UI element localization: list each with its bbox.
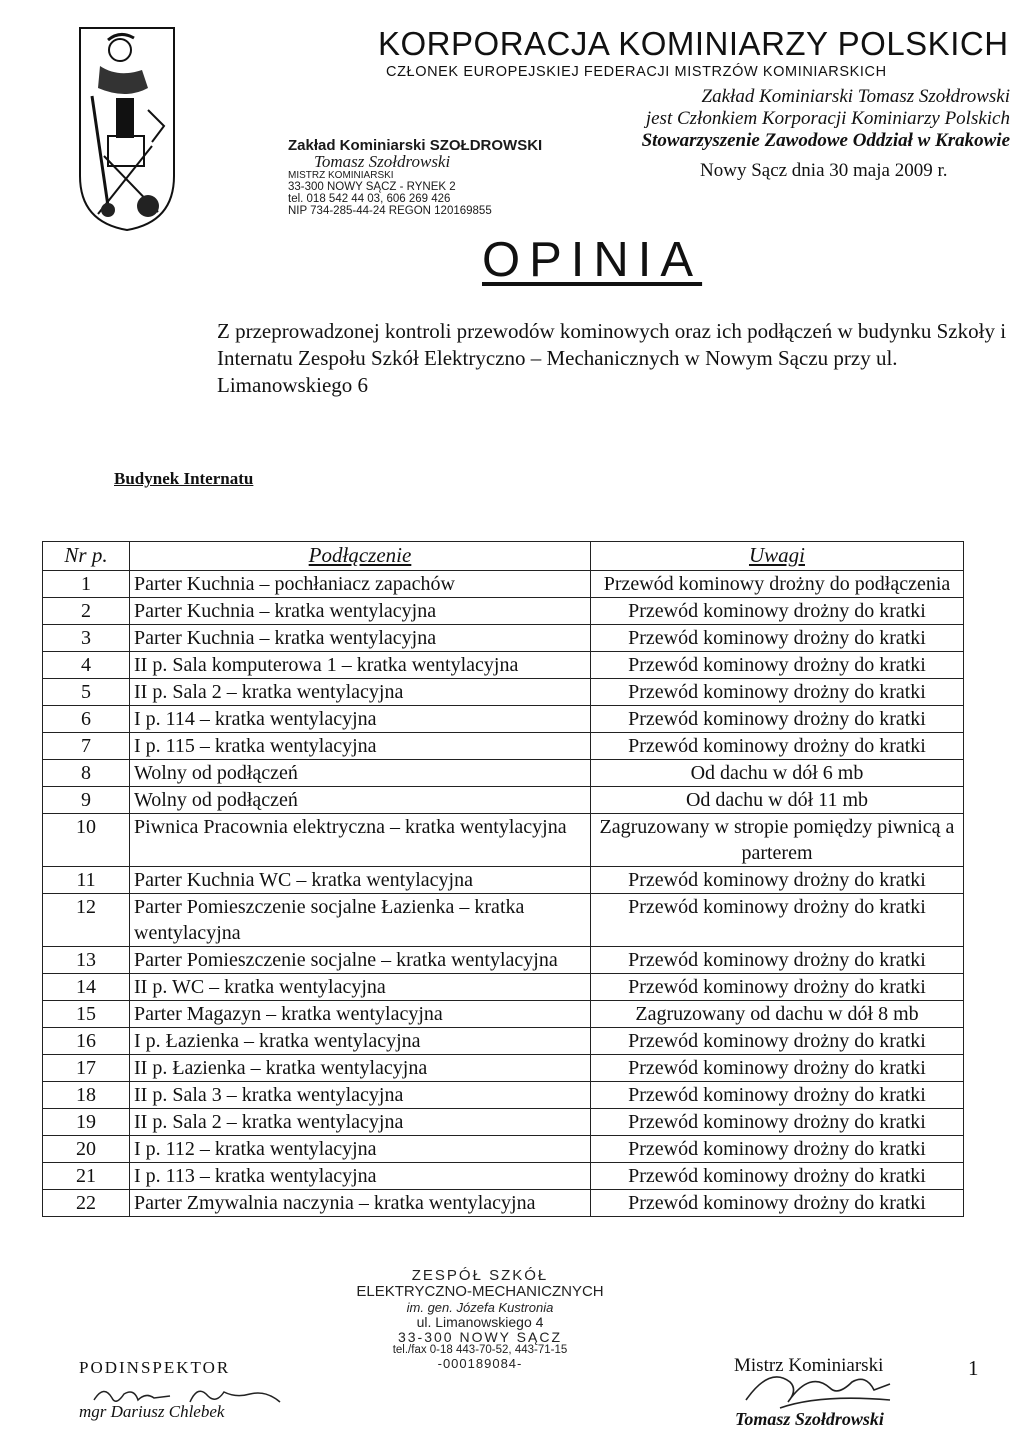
table-row [43,625,964,652]
table-row [43,1082,964,1109]
row-connection: Wolny od podłączeń [130,760,591,787]
header-connection: Podłączenie [130,542,591,571]
table-row [43,598,964,625]
table-row [43,760,964,787]
row-connection: II p. WC – kratka wentylacyjna [130,974,591,1001]
row-number: 13 [43,947,130,974]
row-number: 16 [43,1028,130,1055]
school-stamp [330,1268,630,1371]
page-number: 1 [968,1356,979,1380]
table-row [43,894,964,947]
corporation-subtitle: CZŁONEK EUROPEJSKIEJ FEDERACJI MISTRZÓW KOMINIARSKICH [386,64,887,80]
member-line-3: Stowarzyszenie Zawodowe Oddział w Krakowie [641,130,1010,151]
row-notes: Przewód kominowy drożny do kratki [591,974,964,1001]
row-number: 2 [43,598,130,625]
row-notes: Przewód kominowy drożny do kratki [591,625,964,652]
row-number: 18 [43,1082,130,1109]
row-number: 7 [43,733,130,760]
row-connection: I p. Łazienka – kratka wentylacyjna [130,1028,591,1055]
podinspektor-name: mgr Dariusz Chlebek [79,1402,225,1421]
row-connection: Parter Kuchnia – kratka wentylacyjna [130,625,591,652]
row-number: 8 [43,760,130,787]
row-connection: II p. Sala 2 – kratka wentylacyjna [130,1109,591,1136]
inspection-table [42,541,964,1217]
row-number: 17 [43,1055,130,1082]
row-notes: Zagruzowany w stropie pomiędzy piwnicą a parterem [591,814,964,867]
row-notes: Przewód kominowy drożny do kratki [591,1163,964,1190]
school-stamp-line-7: -000189084- [437,1356,523,1371]
row-connection: I p. 114 – kratka wentylacyjna [130,706,591,733]
table-row [43,733,964,760]
podinspektor-label: PODINSPEKTOR [79,1358,231,1377]
table-row [43,706,964,733]
row-connection: I p. 113 – kratka wentylacyjna [130,1163,591,1190]
row-number: 4 [43,652,130,679]
row-notes: Przewód kominowy drożny do kratki [591,1082,964,1109]
header-no: Nr p. [43,542,130,571]
membership-statement [560,86,1010,152]
document-title: OPINIA [482,233,703,287]
table-row [43,652,964,679]
row-connection: II p. Łazienka – kratka wentylacyjna [130,1055,591,1082]
table-row [43,1136,964,1163]
school-stamp-line-6: tel./fax 0-18 443-70-52, 443-71-15 [392,1344,568,1356]
row-notes: Od dachu w dół 11 mb [591,787,964,814]
row-connection: Parter Pomieszczenie socjalne Łazienka – kratka wentylacyjna [130,894,591,947]
stamp-company-name: Zakład Kominiarski SZOŁDROWSKI [288,137,543,154]
row-notes: Przewód kominowy drożny do kratki [591,1028,964,1055]
row-number: 1 [43,571,130,598]
place-and-date: Nowy Sącz dnia 30 maja 2009 r. [700,160,948,181]
row-connection: Parter Magazyn – kratka wentylacyjna [130,1001,591,1028]
school-stamp-line-3: im. gen. Józefa Kustronia [406,1300,554,1315]
row-notes: Przewód kominowy drożny do kratki [591,652,964,679]
row-connection: I p. 112 – kratka wentylacyjna [130,1136,591,1163]
section-title: Budynek Internatu [114,469,254,488]
table-row [43,787,964,814]
guild-crest-logo [78,26,176,232]
row-connection: Parter Zmywalnia naczynia – kratka wentylacyjna [130,1190,591,1217]
row-notes: Przewód kominowy drożny do podłączenia [591,571,964,598]
table-row [43,974,964,1001]
row-notes: Przewód kominowy drożny do kratki [591,867,964,894]
table-row [43,1001,964,1028]
table-row [43,1028,964,1055]
row-connection: II p. Sala 2 – kratka wentylacyjna [130,679,591,706]
row-number: 10 [43,814,130,867]
corporation-title: KORPORACJA KOMINIARZY POLSKICH [378,25,1009,62]
row-number: 6 [43,706,130,733]
row-connection: Parter Pomieszczenie socjalne – kratka wentylacyjna [130,947,591,974]
school-stamp-line-4: ul. Limanowskiego 4 [416,1314,544,1330]
table-row [43,679,964,706]
row-notes: Przewód kominowy drożny do kratki [591,733,964,760]
mistrz-label: Mistrz Kominiarski [734,1355,884,1376]
row-number: 14 [43,974,130,1001]
row-notes: Przewód kominowy drożny do kratki [591,706,964,733]
row-connection: II p. Sala 3 – kratka wentylacyjna [130,1082,591,1109]
table-row [43,1109,964,1136]
row-connection: Parter Kuchnia – kratka wentylacyjna [130,598,591,625]
row-number: 22 [43,1190,130,1217]
table-row [43,1163,964,1190]
table-row [43,571,964,598]
table-row [43,1190,964,1217]
row-notes: Przewód kominowy drożny do kratki [591,1055,964,1082]
mistrz-signature [740,1360,910,1412]
row-number: 12 [43,894,130,947]
row-notes: Przewód kominowy drożny do kratki [591,1136,964,1163]
row-number: 20 [43,1136,130,1163]
row-connection: Wolny od podłączeń [130,787,591,814]
row-number: 15 [43,1001,130,1028]
row-notes: Przewód kominowy drożny do kratki [591,894,964,947]
row-notes: Przewód kominowy drożny do kratki [591,1190,964,1217]
table-header-row [43,542,964,571]
row-connection: Parter Kuchnia WC – kratka wentylacyjna [130,867,591,894]
table-row [43,1055,964,1082]
row-number: 21 [43,1163,130,1190]
school-stamp-line-5: 33-300 NOWY SĄCZ [397,1329,562,1345]
table-body [43,571,964,1217]
stamp-phone: tel. 018 542 44 03, 606 269 426 [288,193,451,205]
row-connection: II p. Sala komputerowa 1 – kratka wentylacyjna [130,652,591,679]
stamp-tax-ids: NIP 734-285-44-24 REGON 120169855 [288,205,492,217]
row-notes: Od dachu w dół 6 mb [591,760,964,787]
table-row [43,814,964,867]
member-line-1: Zakład Kominiarski Tomasz Szołdrowski [701,86,1010,107]
table-row [43,947,964,974]
stamp-title: MISTRZ KOMINIARSKI [288,170,394,181]
school-stamp-line-1: ZESPÓŁ SZKÓŁ [411,1267,549,1284]
row-notes: Przewód kominowy drożny do kratki [591,947,964,974]
row-notes: Przewód kominowy drożny do kratki [591,1109,964,1136]
stamp-address: 33-300 NOWY SĄCZ - RYNEK 2 [288,181,456,193]
member-line-2: jest Członkiem Korporacji Kominiarzy Polskich [645,108,1010,129]
row-connection: Parter Kuchnia – pochłaniacz zapachów [130,571,591,598]
header-notes: Uwagi [591,542,964,571]
row-number: 5 [43,679,130,706]
mistrz-name: Tomasz Szołdrowski [735,1409,884,1429]
row-notes: Przewód kominowy drożny do kratki [591,598,964,625]
row-notes: Zagruzowany od dachu w dół 8 mb [591,1001,964,1028]
stamp-owner-name: Tomasz Szołdrowski [314,152,451,171]
row-number: 11 [43,867,130,894]
row-notes: Przewód kominowy drożny do kratki [591,679,964,706]
table-row [43,867,964,894]
row-connection: Piwnica Pracownia elektryczna – kratka wentylacyjna [130,814,591,867]
row-number: 9 [43,787,130,814]
intro-paragraph: Z przeprowadzonej kontroli przewodów kominowych oraz ich podłączeń w budynku Szkoły i Internatu Zespołu Szkół Elektryczno – Mechanicznych w Nowym Sączu przy ul. Limanowskiego 6 [217,319,1007,397]
school-stamp-line-2: ELEKTRYCZNO-MECHANICZNYCH [356,1283,604,1300]
company-stamp [288,137,543,217]
row-connection: I p. 115 – kratka wentylacyjna [130,733,591,760]
row-number: 19 [43,1109,130,1136]
row-number: 3 [43,625,130,652]
